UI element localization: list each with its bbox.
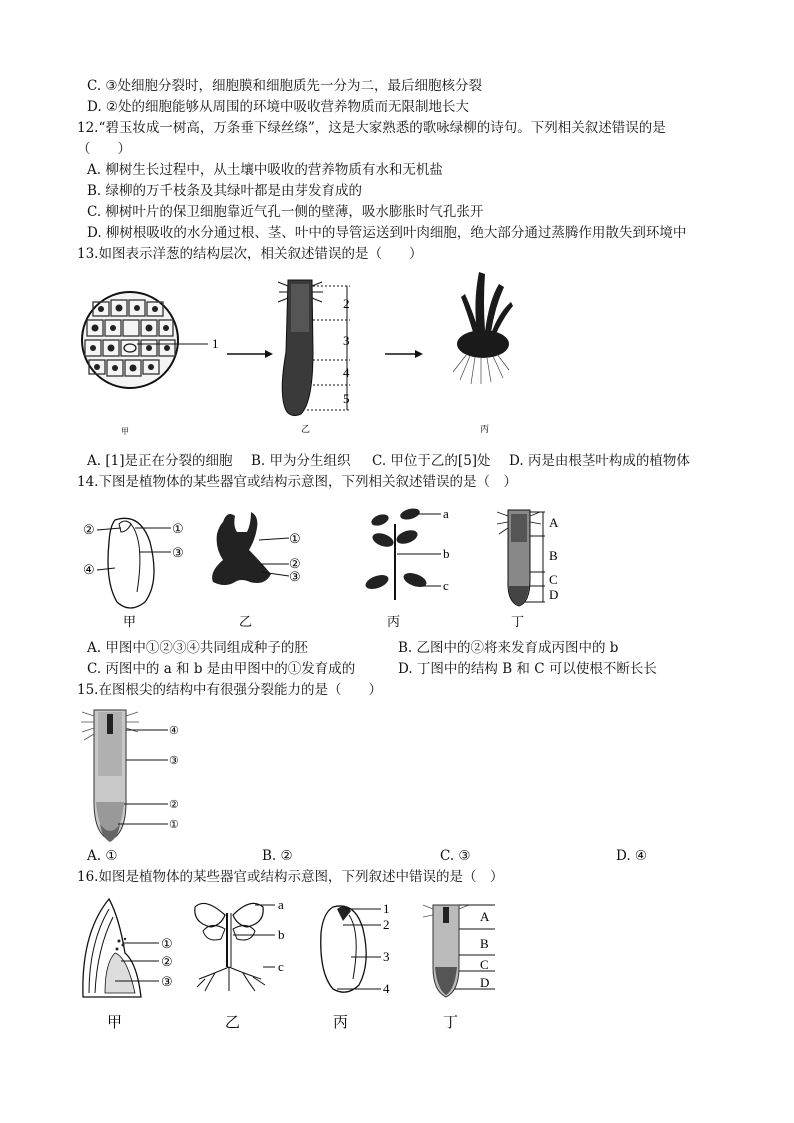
q16-fig-ding-B: B xyxy=(480,936,489,951)
q16-fig-caption-ding: 丁 xyxy=(443,1015,459,1031)
q14-option-c: C. 丙图中的 a 和 b 是由甲图中的①发育成的 xyxy=(87,661,356,677)
q16-fig-ding-D: D xyxy=(480,975,490,990)
q13-fig-num-3: 3 xyxy=(343,333,350,348)
q13-arrow-1-head xyxy=(265,350,273,358)
q12-stem-bracket: （ ） xyxy=(77,141,131,157)
q16-fig-jia xyxy=(83,899,173,1031)
q14-fig-jia-seed xyxy=(83,518,184,629)
q16-figure xyxy=(75,893,515,1033)
q13-fig-yi-root xyxy=(278,280,350,434)
q14-fig-ding-root xyxy=(497,510,559,629)
q16-fig-ding-A: A xyxy=(480,909,490,924)
q15-fig-c3: ③ xyxy=(169,755,179,767)
q13-fig-num-4: 4 xyxy=(343,365,350,380)
q13-option-c: C. 甲位于乙的[5]处 xyxy=(372,453,491,469)
q13-figure xyxy=(75,272,535,442)
q14-fig-yi-c1: ① xyxy=(289,531,301,546)
q15-option-d: D. ④ xyxy=(616,848,648,864)
q15-fig-c1: ① xyxy=(169,819,179,831)
q14-fig-jia-c2: ② xyxy=(83,522,95,537)
q14-fig-ding-B: B xyxy=(549,548,558,563)
q13-option-b: B. 甲为分生组织 xyxy=(251,453,351,469)
q12-stem: 12.“碧玉妆成一树高，万条垂下绿丝绦”，这是大家熟悉的歌咏绿柳的诗句。下列相关叙述错误的是 xyxy=(77,120,666,136)
q14-fig-bing-a: a xyxy=(443,506,449,521)
q14-figure xyxy=(75,502,585,632)
q14-fig-caption-yi: 乙 xyxy=(239,614,253,629)
q16-fig-bing-4: 4 xyxy=(383,981,390,996)
q14-fig-bing-c: c xyxy=(443,578,449,593)
q16-fig-bing xyxy=(321,901,390,1031)
q15-stem: 15.在图根尖的结构中有很强分裂能力的是（ ） xyxy=(77,682,382,698)
q14-fig-jia-c4: ④ xyxy=(83,562,95,577)
q13-fig-caption-yi: 乙 xyxy=(301,424,311,434)
q14-fig-yi-bud xyxy=(212,512,301,629)
q15-fig-c2: ② xyxy=(169,799,179,811)
q13-fig-jia-cells xyxy=(82,292,219,436)
q16-stem: 16.如图是植物体的某些器官或结构示意图，下列叙述中错误的是（ ） xyxy=(77,869,504,885)
q16-fig-jia-c3: ③ xyxy=(161,974,173,989)
q15-fig-c4: ④ xyxy=(169,725,179,737)
q15-option-a: A. ① xyxy=(87,848,118,864)
q14-fig-jia-c1: ① xyxy=(172,521,184,536)
q13-fig-label-1: 1 xyxy=(212,336,219,351)
q12-option-a: A. 柳树生长过程中，从土壤中吸收的营养物质有水和无机盐 xyxy=(87,162,443,178)
q13-stem: 13.如图表示洋葱的结构层次，相关叙述错误的是（ ） xyxy=(77,246,423,262)
q16-fig-yi-c: c xyxy=(278,959,284,974)
q14-option-b: B. 乙图中的②将来发育成丙图中的 b xyxy=(398,640,619,656)
q14-fig-ding-C: C xyxy=(549,572,558,587)
q11-option-c: C. ③处细胞分裂时，细胞膜和细胞质先一分为二，最后细胞核分裂 xyxy=(87,78,483,94)
q13-fig-caption-jia: 甲 xyxy=(121,427,129,436)
q13-fig-bing-onion xyxy=(453,272,513,434)
q14-fig-jia-c3: ③ xyxy=(172,545,184,560)
q16-fig-jia-c1: ① xyxy=(161,936,173,951)
q14-fig-caption-bing: 丙 xyxy=(387,614,401,629)
q16-fig-yi xyxy=(195,897,285,1031)
q12-option-c: C. 柳树叶片的保卫细胞靠近气孔一侧的壁薄，吸水膨胀时气孔张开 xyxy=(87,204,484,220)
q14-fig-ding-D: D xyxy=(549,587,559,602)
q15-option-c: C. ③ xyxy=(440,848,471,864)
q16-fig-jia-c2: ② xyxy=(161,954,173,969)
q16-fig-bing-3: 3 xyxy=(383,949,390,964)
q16-fig-yi-a: a xyxy=(278,897,284,912)
q14-option-d: D. 丁图中的结构 B 和 C 可以使根不断长长 xyxy=(398,661,657,677)
q14-fig-ding-A: A xyxy=(549,515,559,530)
q13-option-a: A. [1]是正在分裂的细胞 xyxy=(87,453,233,469)
q16-fig-caption-yi: 乙 xyxy=(225,1015,241,1031)
q16-fig-ding xyxy=(423,905,495,1031)
q14-fig-bing-plant xyxy=(364,506,450,629)
q13-arrow-2-head xyxy=(415,350,423,358)
q12-option-b: B. 绿柳的万千枝条及其绿叶都是由芽发育成的 xyxy=(87,183,363,199)
q16-fig-caption-bing: 丙 xyxy=(333,1015,349,1031)
q13-fig-num-5: 5 xyxy=(343,391,350,406)
q11-option-d: D. ②处的细胞能够从周围的环境中吸收营养物质而无限制地长大 xyxy=(87,99,470,115)
q13-fig-caption-bing: 丙 xyxy=(480,424,490,434)
q14-fig-caption-jia: 甲 xyxy=(123,614,137,629)
q16-fig-yi-b: b xyxy=(278,927,285,942)
q16-fig-ding-C: C xyxy=(480,957,489,972)
q16-fig-bing-1: 1 xyxy=(383,901,390,916)
q13-fig-num-2: 2 xyxy=(343,296,350,311)
q14-stem: 14.下图是植物体的某些器官或结构示意图，下列相关叙述错误的是（ ） xyxy=(77,474,517,490)
q14-fig-bing-b: b xyxy=(443,546,450,561)
q14-fig-yi-c3: ③ xyxy=(289,569,301,584)
q15-figure xyxy=(78,706,198,844)
q13-option-d: D. 丙是由根茎叶构成的植物体 xyxy=(509,453,690,469)
q12-option-d: D. 柳树根吸收的水分通过根、茎、叶中的导管运送到叶肉细胞，绝大部分通过蒸腾作用散失到环境中 xyxy=(87,225,687,241)
q14-option-a: A. 甲图中①②③④共同组成种子的胚 xyxy=(87,640,308,656)
q16-fig-caption-jia: 甲 xyxy=(107,1015,123,1031)
q15-option-b: B. ② xyxy=(262,848,293,864)
q14-fig-caption-ding: 丁 xyxy=(511,614,525,629)
q14-fig-yi-c2: ② xyxy=(289,556,301,571)
q16-fig-bing-2: 2 xyxy=(383,917,390,932)
